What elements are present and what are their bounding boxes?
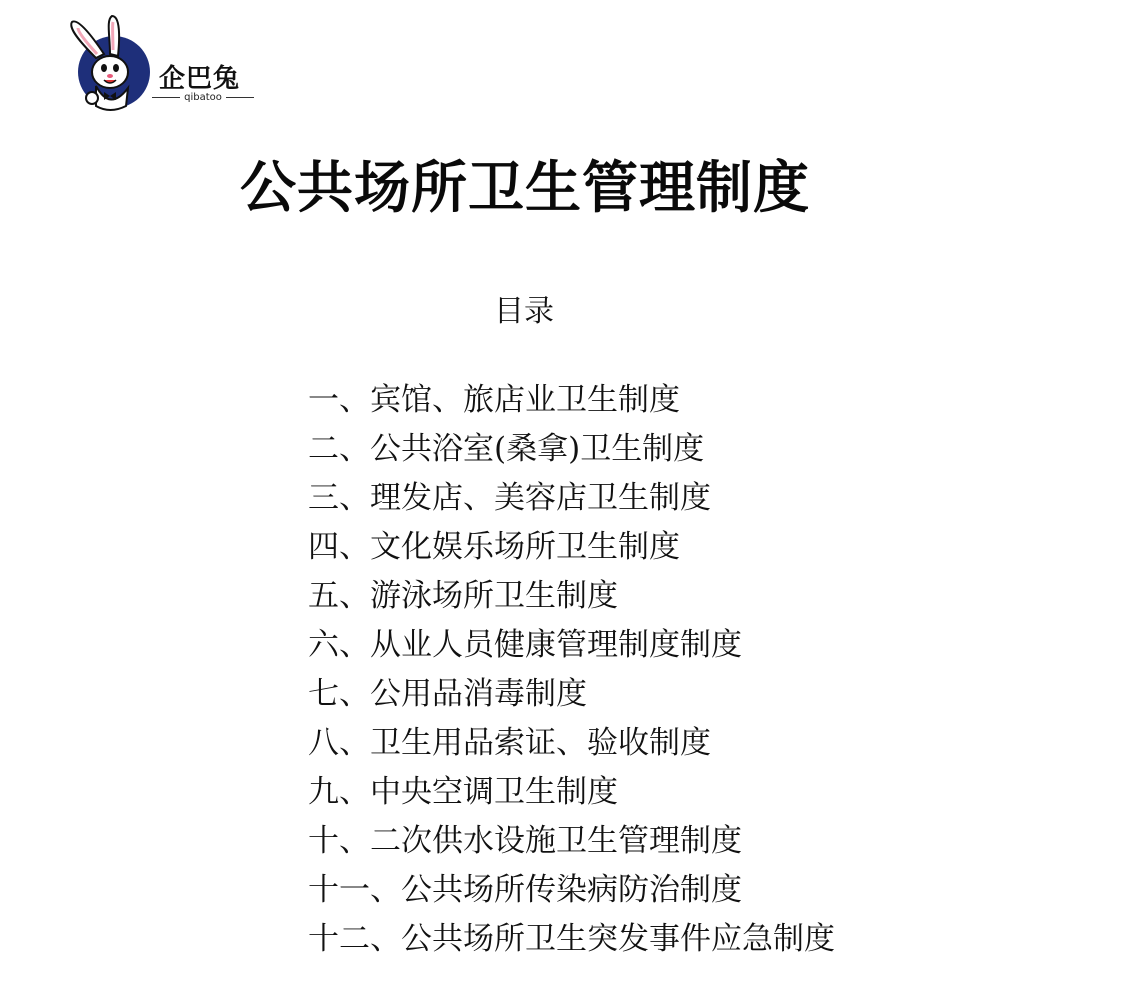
table-of-contents [308, 376, 835, 964]
toc-item: 四、文化娱乐场所卫生制度 [308, 529, 680, 565]
toc-item: 一、宾馆、旅店业卫生制度 [308, 382, 680, 418]
toc-item: 九、中央空调卫生制度 [308, 774, 618, 810]
brand-tagline [152, 92, 254, 103]
tagline-rule-right [226, 97, 254, 98]
toc-item: 八、卫生用品索证、验收制度 [308, 725, 711, 761]
brand-name: 企巴兔 [159, 64, 241, 94]
brand-logo [66, 14, 266, 114]
toc-item: 十二、公共场所卫生突发事件应急制度 [308, 921, 835, 957]
toc-heading: 目录 [494, 294, 554, 329]
toc-item: 五、游泳场所卫生制度 [308, 578, 618, 614]
toc-item: 三、理发店、美容店卫生制度 [308, 480, 711, 516]
toc-item: 十、二次供水设施卫生管理制度 [308, 823, 742, 859]
rabbit-mascot-icon [66, 14, 158, 114]
toc-item: 二、公共浴室(桑拿)卫生制度 [308, 431, 705, 467]
tagline-rule-left [152, 97, 180, 98]
toc-item: 六、从业人员健康管理制度制度 [308, 627, 742, 663]
brand-tagline-text: qibatoo [184, 92, 222, 103]
toc-item: 十一、公共场所传染病防治制度 [308, 872, 742, 908]
document-title: 公共场所卫生管理制度 [240, 155, 810, 221]
toc-item: 七、公用品消毒制度 [308, 676, 587, 712]
